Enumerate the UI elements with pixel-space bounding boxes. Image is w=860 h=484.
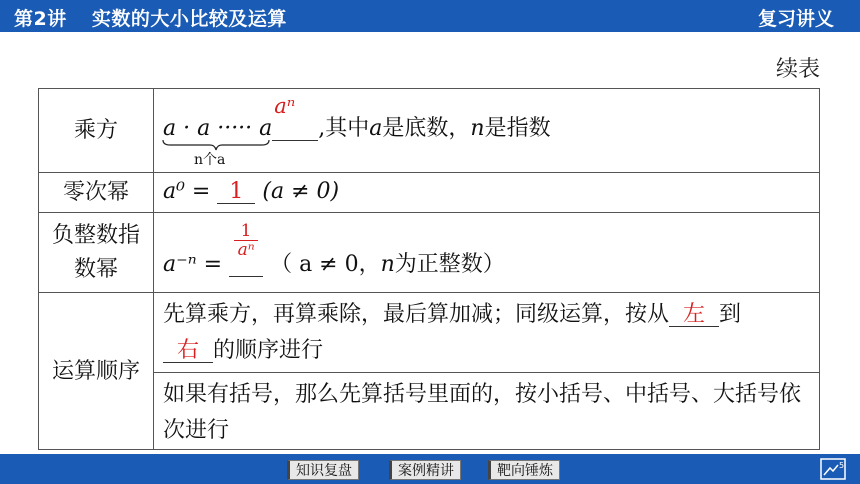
var-n: n — [380, 252, 395, 277]
nav-button-review[interactable]: 知识复盘 — [287, 460, 359, 480]
order-rule-1 — [154, 293, 819, 373]
order-text: 到 — [719, 302, 742, 327]
nav-button-examples[interactable]: 案例精讲 — [389, 460, 461, 480]
row-content — [154, 173, 819, 212]
neg-answer-numerator: 1 — [234, 222, 258, 241]
nav-button-practice[interactable]: 靶向锤炼 — [488, 460, 560, 480]
row-label: 运算顺序 — [39, 293, 154, 450]
power-text: 是底数， — [382, 116, 471, 141]
row-label: 负整数指数幂 — [39, 213, 154, 292]
table-row-negative-power — [39, 213, 819, 293]
row-label: 零次幂 — [39, 173, 154, 212]
power-blank — [272, 94, 318, 141]
table-row-power — [39, 89, 819, 173]
page-number: 5 — [839, 461, 845, 470]
table-row-order — [39, 293, 819, 450]
var-n: n — [470, 116, 485, 141]
order-answer-right: 右 — [163, 340, 213, 363]
var-a: a — [369, 116, 383, 141]
row-label: 乘方 — [39, 89, 154, 172]
power-answer: aⁿ — [274, 94, 296, 118]
table-row-zero-power — [39, 173, 819, 213]
neg-answer-denominator: aⁿ — [237, 240, 255, 260]
lesson-number: 第2讲 — [14, 8, 67, 30]
table-continued-label: 续表 — [775, 57, 820, 82]
neg-blank — [229, 221, 263, 277]
power-text: ,其中 — [318, 116, 370, 141]
neg-lhs: a⁻ⁿ = — [163, 252, 223, 277]
zero-answer: 1 — [217, 181, 255, 204]
order-rule-2 — [154, 373, 819, 450]
row-content — [154, 89, 819, 172]
order-rule-2-text: 如果有括号，那么先算括号里面的，按小括号、中括号、大括号依次进行 — [163, 382, 802, 443]
order-answer-left: 左 — [669, 304, 719, 327]
zero-condition: (a ≠ 0) — [262, 179, 340, 204]
neg-condition: （ a ≠ 0， — [270, 252, 381, 277]
brace-note: n个a — [194, 152, 226, 168]
footer-bar — [0, 454, 860, 484]
order-text: 先算乘方，再算乘除，最后算加减；同级运算，按从 — [163, 302, 670, 327]
row-content — [154, 213, 819, 292]
order-text: 的顺序进行 — [213, 338, 324, 363]
lesson-title — [14, 4, 287, 31]
header-bar — [0, 0, 860, 32]
header-right-title: 复习讲义 — [757, 8, 834, 30]
neg-condition-end: 为正整数） — [394, 252, 505, 277]
power-text: 是指数 — [484, 116, 551, 141]
rules-table — [38, 88, 820, 450]
page-number-icon — [820, 458, 846, 480]
power-expression: a · a ····· a — [163, 116, 273, 141]
row-content — [154, 293, 819, 450]
lesson-topic: 实数的大小比较及运算 — [91, 8, 287, 30]
zero-lhs: a⁰ = — [163, 179, 211, 204]
